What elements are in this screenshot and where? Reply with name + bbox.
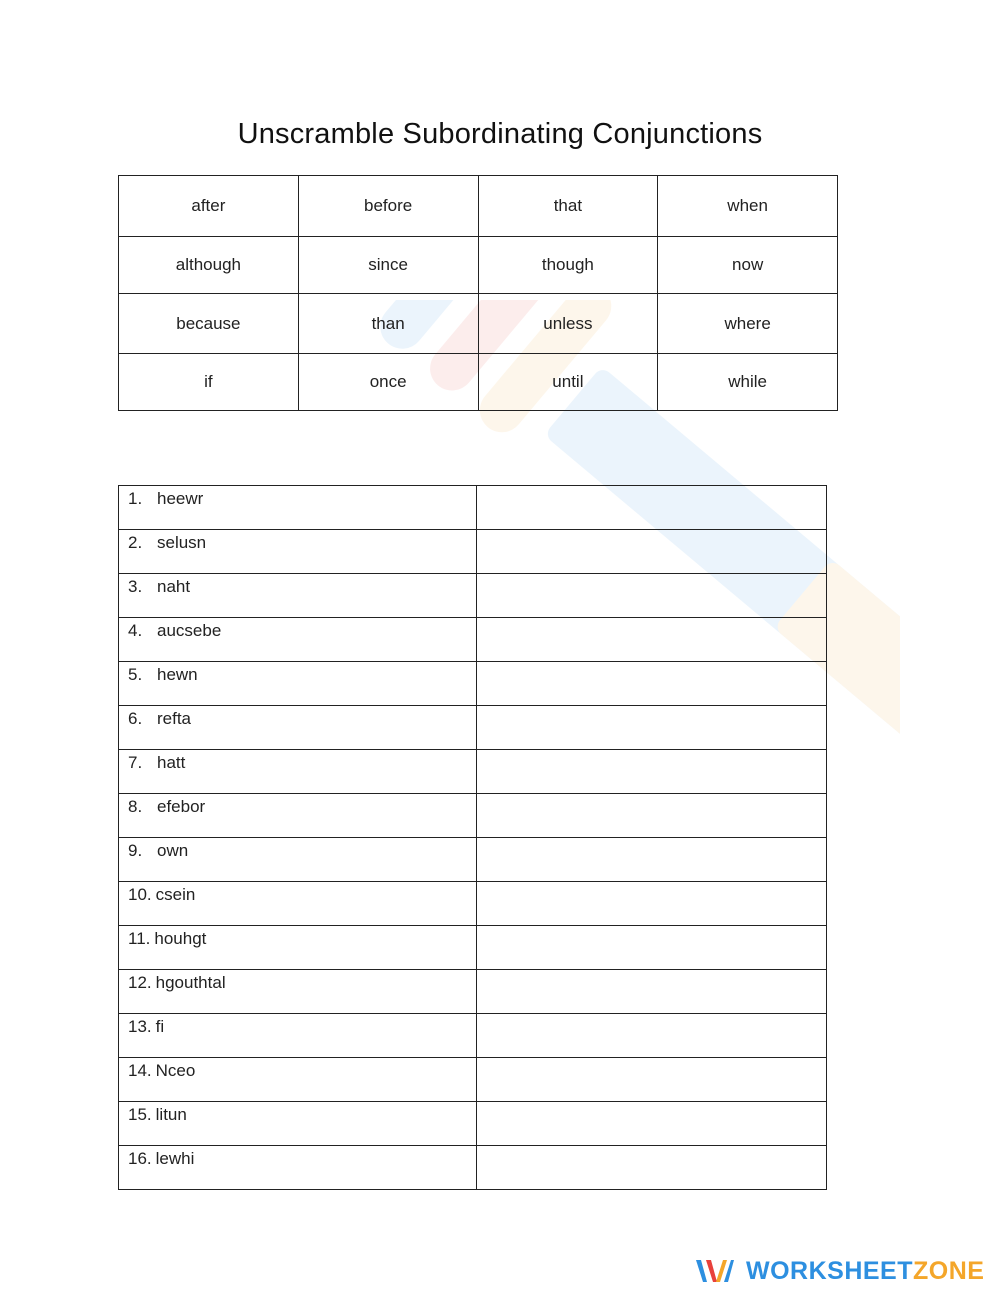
table-row [119,1146,827,1190]
item-number: 3. [128,577,143,596]
answer-cell[interactable] [477,794,827,838]
answer-cell[interactable] [477,1014,827,1058]
table-row [119,486,827,530]
brand-name-part1: WORKSHEET [746,1256,913,1285]
table-row [119,838,827,882]
item-number: 11. [128,929,151,948]
item-number: 2. [128,533,143,552]
word-bank-cell: since [298,237,478,294]
scrambled-word-cell [119,574,477,618]
item-number: 9. [128,841,143,860]
answer-cell[interactable] [477,1102,827,1146]
word-bank-cell: now [658,237,838,294]
word-bank-cell: before [298,176,478,237]
scrambled-word-cell [119,838,477,882]
answer-cell[interactable] [477,530,827,574]
word-bank-cell: because [119,294,299,354]
answer-cell[interactable] [477,1058,827,1102]
scrambled-word-cell [119,486,477,530]
worksheetzone-logo-icon [694,1256,734,1286]
scrambled-word: csein [155,885,196,904]
table-row [119,1102,827,1146]
item-number: 14. [128,1061,152,1080]
scrambled-word: own [157,841,189,860]
word-bank-cell: unless [478,294,658,354]
scrambled-word: hewn [157,665,198,684]
scrambled-word-cell [119,706,477,750]
scrambled-word-cell [119,926,477,970]
scrambled-word-cell [119,1102,477,1146]
word-bank-table [118,175,838,411]
scrambled-word: heewr [157,489,204,508]
word-bank-cell: until [478,354,658,411]
scrambled-word: fi [155,1017,165,1036]
word-bank-row [119,354,838,411]
answer-cell[interactable] [477,882,827,926]
item-number: 10. [128,885,152,904]
answer-cell[interactable] [477,618,827,662]
word-bank-cell: where [658,294,838,354]
word-bank-row [119,176,838,237]
unscramble-table [118,485,827,1190]
table-row [119,706,827,750]
scrambled-word-cell [119,1146,477,1190]
scrambled-word: Nceo [155,1061,196,1080]
table-row [119,1058,827,1102]
word-bank-cell: after [119,176,299,237]
item-number: 8. [128,797,143,816]
item-number: 7. [128,753,143,772]
answer-cell[interactable] [477,926,827,970]
scrambled-word: hgouthtal [155,973,226,992]
word-bank-cell: though [478,237,658,294]
word-bank-row [119,294,838,354]
table-row [119,926,827,970]
scrambled-word-cell [119,882,477,926]
scrambled-word: litun [155,1105,187,1124]
scrambled-word: refta [157,709,192,728]
table-row [119,882,827,926]
answer-cell[interactable] [477,838,827,882]
scrambled-word-cell [119,750,477,794]
scrambled-word-cell [119,794,477,838]
brand-footer [694,1252,984,1290]
table-row [119,530,827,574]
word-bank-cell: while [658,354,838,411]
answer-cell[interactable] [477,706,827,750]
scrambled-word: hatt [157,753,186,772]
answer-cell[interactable] [477,1146,827,1190]
scrambled-word-cell [119,530,477,574]
scrambled-word: naht [157,577,191,596]
word-bank-cell: if [119,354,299,411]
answer-cell[interactable] [477,750,827,794]
scrambled-word: lewhi [155,1149,195,1168]
answer-cell[interactable] [477,486,827,530]
table-row [119,662,827,706]
table-row [119,1014,827,1058]
item-number: 15. [128,1105,152,1124]
scrambled-word-cell [119,1058,477,1102]
scrambled-word-cell [119,1014,477,1058]
table-row [119,574,827,618]
item-number: 13. [128,1017,152,1036]
word-bank-cell: than [298,294,478,354]
item-number: 4. [128,621,143,640]
item-number: 5. [128,665,143,684]
scrambled-word: efebor [157,797,206,816]
word-bank-row [119,237,838,294]
scrambled-word: selusn [157,533,207,552]
word-bank-cell: once [298,354,478,411]
table-row [119,750,827,794]
answer-cell[interactable] [477,574,827,618]
word-bank-cell: although [119,237,299,294]
scrambled-word: houhgt [154,929,207,948]
brand-name [746,1257,984,1286]
answer-cell[interactable] [477,662,827,706]
table-row [119,970,827,1014]
word-bank-cell: that [478,176,658,237]
scrambled-word-cell [119,662,477,706]
item-number: 1. [128,489,143,508]
item-number: 6. [128,709,143,728]
scrambled-word: aucsebe [157,621,222,640]
item-number: 16. [128,1149,152,1168]
page-title: Unscramble Subordinating Conjunctions [237,118,763,150]
brand-name-part2: ZONE [913,1256,985,1285]
scrambled-word-cell [119,618,477,662]
word-bank-cell: when [658,176,838,237]
table-row [119,618,827,662]
item-number: 12. [128,973,152,992]
table-row [119,794,827,838]
answer-cell[interactable] [477,970,827,1014]
scrambled-word-cell [119,970,477,1014]
